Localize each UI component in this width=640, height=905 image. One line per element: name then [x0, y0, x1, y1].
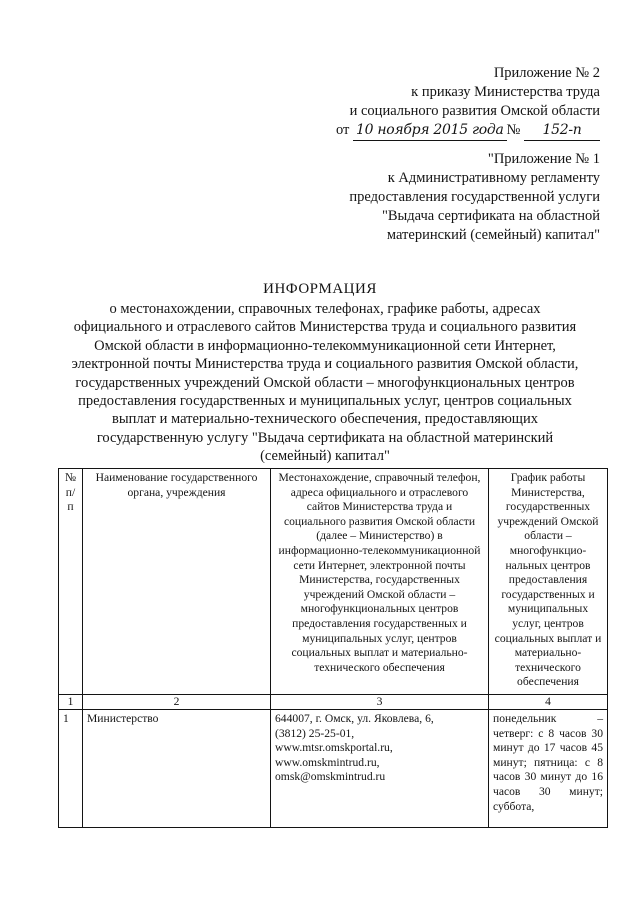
- row-number: 1: [59, 710, 83, 828]
- annex-1-regulation: к Административному регламенту: [387, 170, 600, 186]
- column-number: 1: [59, 695, 83, 710]
- table-row: [59, 710, 608, 828]
- annex-2-title: Приложение № 2: [493, 65, 600, 81]
- column-number: 3: [271, 695, 489, 710]
- handwritten-number: 152-п: [524, 121, 600, 141]
- annex-1-header: [349, 150, 600, 245]
- header-location-contacts: Местонахождение, справочный телефон, адреса официального и отраслевого сайтов Министерства труда и социального развития Омской области (далее – Министерство) в информационно-телекоммуникационной сети Интернет, электронной почты Министерства, государственных учреждений Омской области – многофункциональных центров предоставления государственных и муниципальных услуг, центров социальных выплат и материально-технического обеспечения: [271, 469, 489, 695]
- header-number: № п/п: [59, 469, 83, 695]
- document-title: ИНФОРМАЦИЯ: [263, 281, 377, 297]
- header-work-schedule: График работы Министерства, государственных учреждений Омской области – многофункцио-нальных центров предоставления государственных и муниципальных услуг, центров социальных выплат и материально-технического обеспечения: [489, 469, 608, 695]
- column-number-row: [59, 695, 608, 710]
- annex-1-service-name-2: материнский (семейный) капитал": [386, 227, 600, 243]
- page-bottom-margin: [0, 832, 640, 905]
- website-line: www.mtsr.omskportal.ru,: [275, 741, 393, 755]
- address-line: 644007, г. Омск, ул. Яковлева, 6,: [275, 712, 434, 725]
- number-label: №: [506, 122, 521, 138]
- annex-2-order-ref: к приказу Министерства труда: [411, 84, 600, 100]
- website-line: www.omskmintrud.ru,: [275, 755, 380, 769]
- work-hours: понедельник – четверг: с 8 часов 30 минут до 17 часов 45 минут; пятница: с 8 часов 30 минут до 16 часов 30 минут; суббота,: [489, 710, 608, 828]
- column-number: 4: [489, 695, 608, 710]
- column-number: 2: [83, 695, 271, 710]
- annex-2-ministry: и социального развития Омской области: [349, 103, 600, 119]
- info-table: [58, 468, 608, 828]
- organ-name: Министерство: [83, 710, 271, 828]
- phone-line: (3812) 25-25-01,: [275, 726, 355, 740]
- annex-2-header: [336, 64, 600, 141]
- handwritten-date: 10 ноября 2015 года: [353, 121, 507, 141]
- from-label: от: [335, 122, 350, 138]
- annex-1-title: "Приложение № 1: [487, 151, 600, 167]
- annex-1-service: предоставления государственной услуги: [349, 189, 600, 205]
- document-subtitle: о местонахождении, справочных телефонах, графике работы, адресах официального и отраслевого сайтов Министерства труда и социального развития Омской области в информационно-телекоммуникационной сети Интернет, электронной почты Министерства труда и социального развития Омской области, государственных учреждений Омской области – многофункциональных центров предоставления государственных и муниципальных услуг, центров социальных выплат и материально-технического обеспечения, предоставляющих государственную услугу "Выдача сертификата на областной материнский (семейный) капитал": [71, 301, 579, 465]
- email-line: omsk@omskmintrud.ru: [275, 770, 386, 784]
- header-organ-name: Наименование государственного органа, учреждения: [83, 469, 271, 695]
- annex-1-service-name-1: "Выдача сертификата на областной: [381, 208, 600, 224]
- annex-2-date-line: [336, 121, 600, 141]
- table-header-row: [59, 469, 608, 695]
- address-contacts: [271, 710, 489, 828]
